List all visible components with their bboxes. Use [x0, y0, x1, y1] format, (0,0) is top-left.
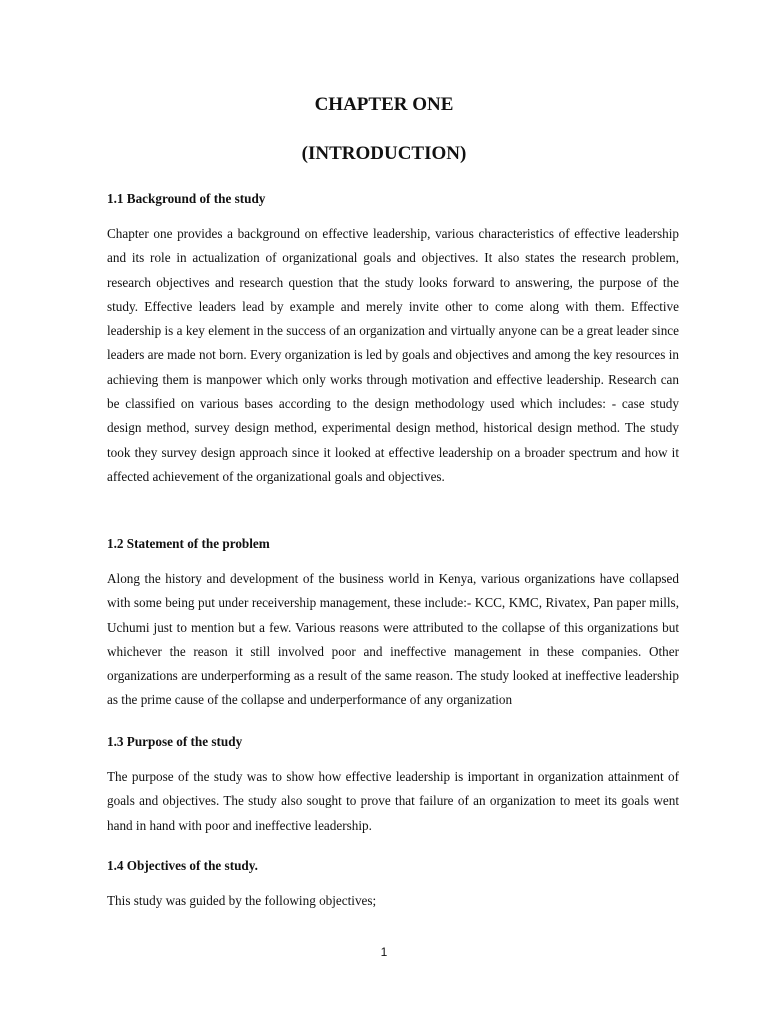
chapter-title: CHAPTER ONE — [314, 94, 454, 115]
section-heading-problem: 1.2 Statement of the problem — [107, 536, 270, 551]
chapter-subtitle: (INTRODUCTION) — [301, 143, 467, 164]
section-heading-background: 1.1 Background of the study — [107, 191, 266, 206]
page-number: 1 — [380, 945, 388, 959]
section-heading-purpose: 1.3 Purpose of the study — [107, 734, 243, 749]
section-paragraph-problem: Along the history and development of the business world in Kenya, various organizations have collapsed with some being put under receivership management, these include:- KCC, KMC, Rivatex, Pan paper mills, Uchumi just to mention but a few. Various reasons were attributed to the collapse of this organizations but whichever the reason it still involved poor and ineffective management in these companies. Other organizations are underperforming as a result of the same reason. The study looked at ineffective leadership as the prime cause of the collapse and underperformance of any organization — [107, 571, 679, 708]
section-paragraph-objectives: This study was guided by the following objectives; — [107, 893, 377, 908]
section-heading-objectives: 1.4 Objectives of the study. — [107, 858, 258, 873]
section-paragraph-background: Chapter one provides a background on effective leadership, various characteristics of effective leadership and its role in actualization of organizational goals and objectives. It also states the research problem, research objectives and research question that the study looks forward to answering, the purpose of the study. Effective leaders lead by example and merely invite other to come along with them. Effective leadership is a key element in the success of an organization and virtually anyone can be a great leader since leaders are made not born. Every organization is led by goals and objectives and among the key resources in achieving them is manpower which only works through motivation and effective leadership. Research can be classified on various bases according to the design methodology used which includes: - case study design method, survey design method, experimental design method, historical design method. The study took they survey design approach since it looked at effective leadership on a broader spectrum and how it affected achievement of the organizational goals and objectives. — [107, 226, 679, 484]
section-paragraph-purpose: The purpose of the study was to show how effective leadership is important in organization attainment of goals and objectives. The study also sought to prove that failure of an organization to meet its goals went hand in hand with poor and ineffective leadership. — [107, 769, 679, 833]
